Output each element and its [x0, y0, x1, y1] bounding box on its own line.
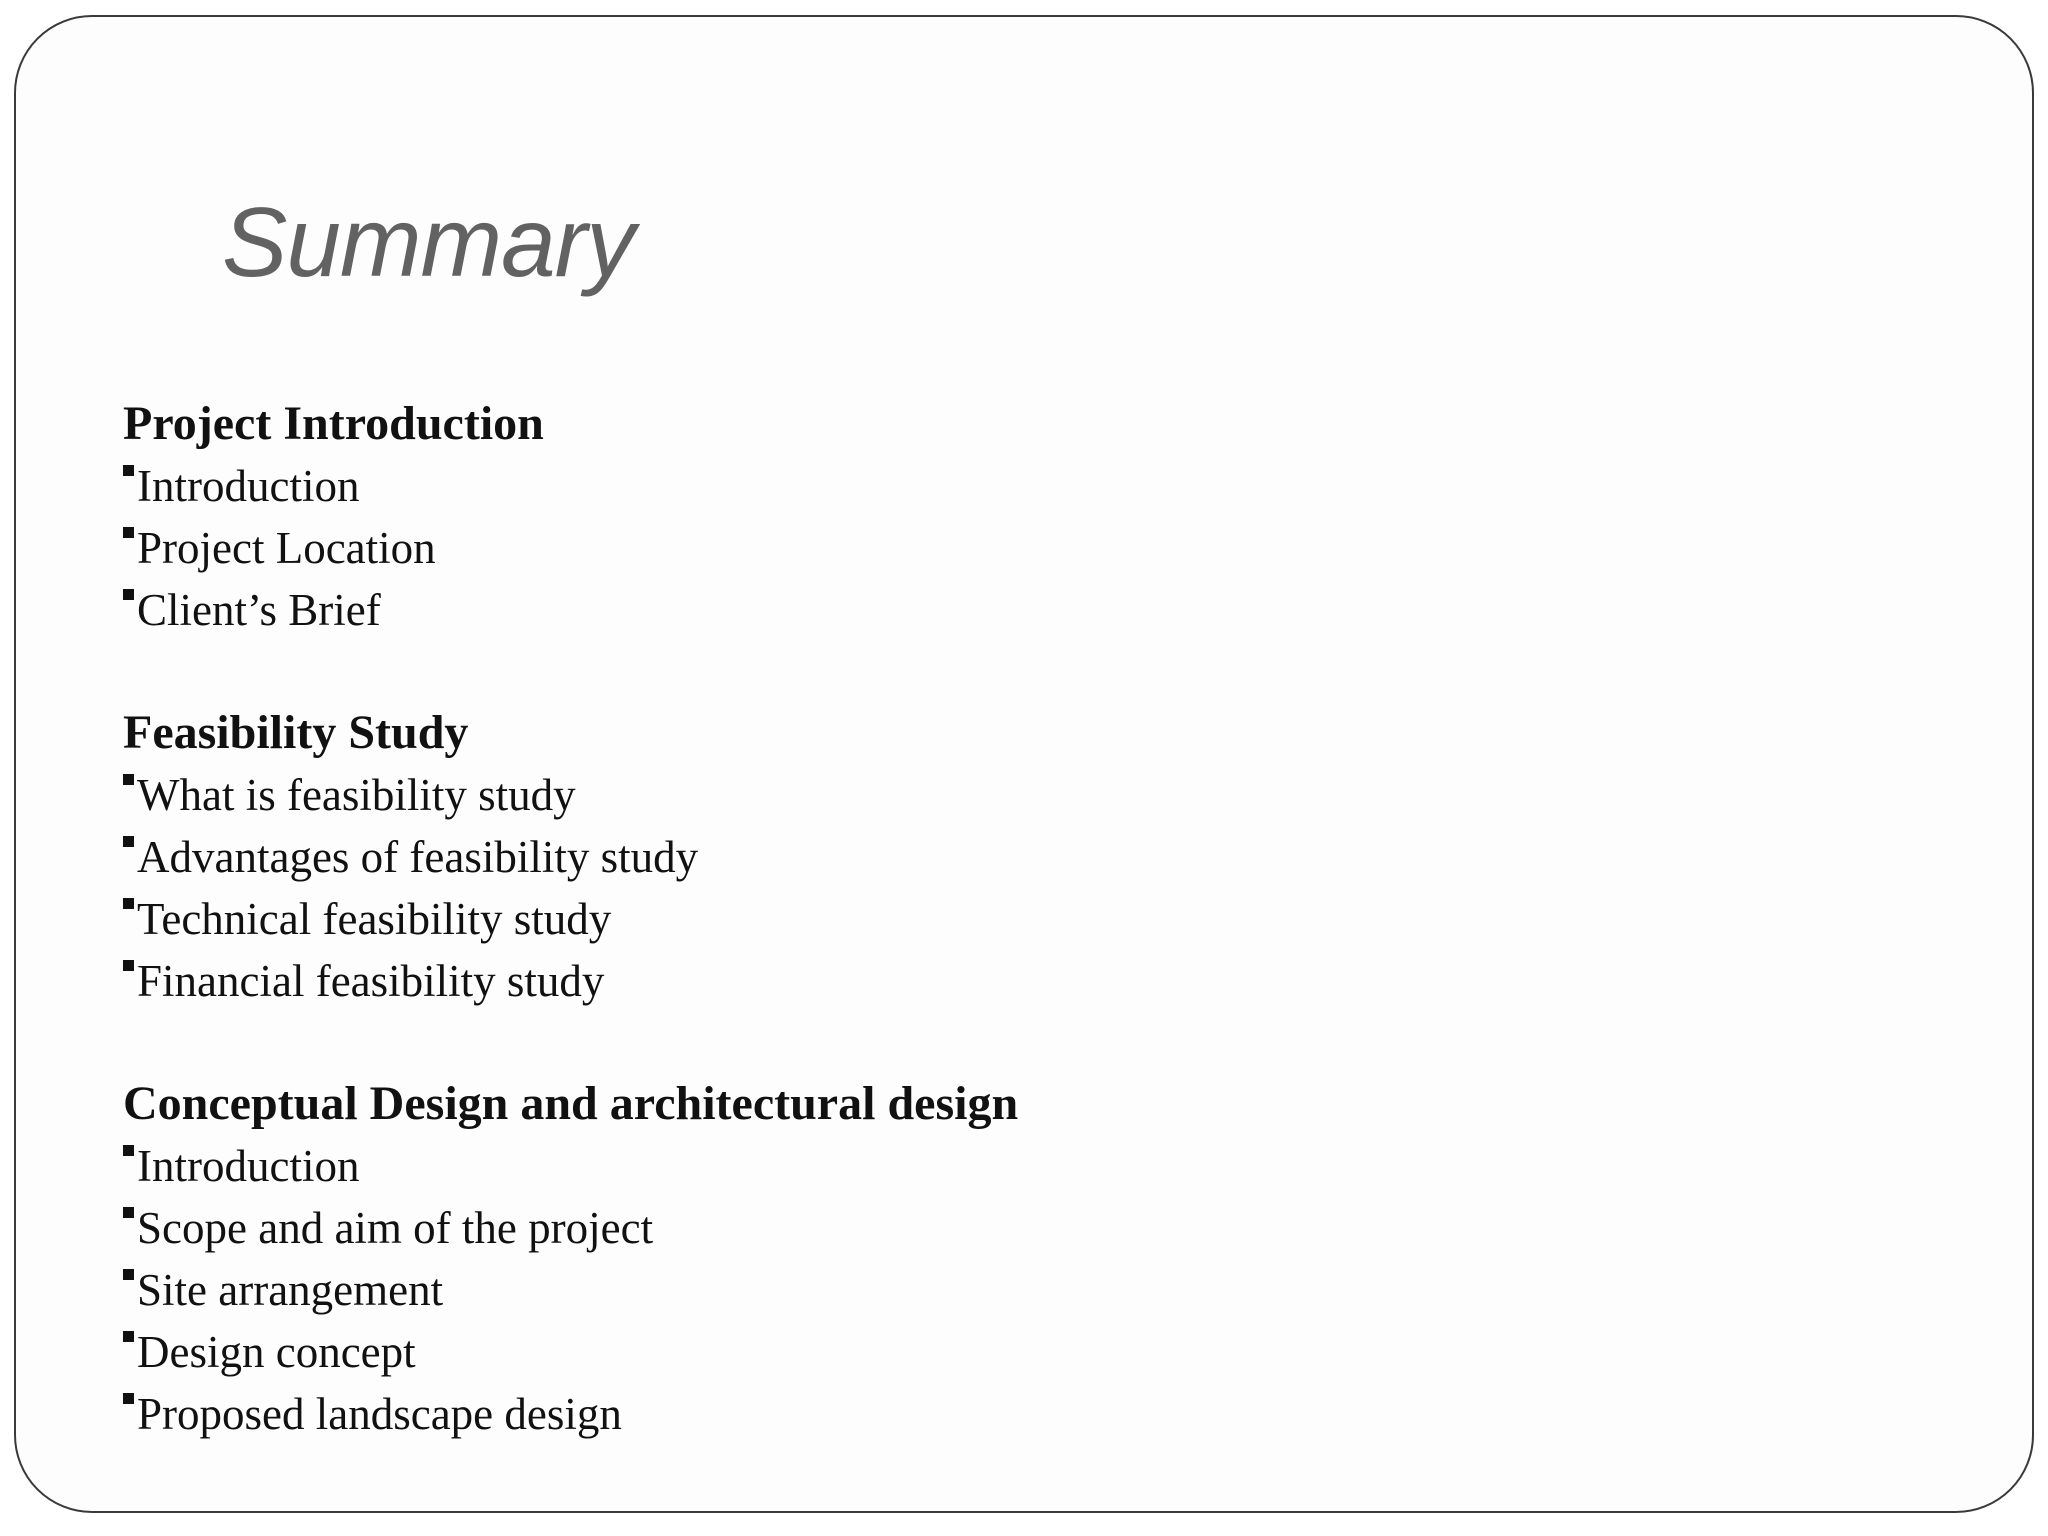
list-item-label: Introduction — [137, 461, 360, 511]
list-item — [123, 950, 1923, 1012]
square-bullet-icon — [123, 1331, 134, 1342]
list-item-label: Scope and aim of the project — [137, 1203, 654, 1253]
list-item-label: Design concept — [137, 1327, 416, 1377]
section-heading: Project Introduction — [123, 397, 544, 450]
list-item-label: Project Location — [137, 523, 436, 573]
section-heading: Conceptual Design and architectural design — [123, 1077, 1019, 1130]
list-item-label: Site arrangement — [137, 1265, 444, 1315]
list-item — [123, 1321, 1923, 1383]
square-bullet-icon — [123, 1145, 134, 1156]
list-item-label: Financial feasibility study — [137, 956, 605, 1006]
square-bullet-icon — [123, 1393, 134, 1404]
list-item — [123, 1135, 1923, 1197]
list-item-label: Technical feasibility study — [137, 894, 612, 944]
slide-title: Summary — [222, 187, 635, 297]
list-item — [123, 1383, 1923, 1445]
square-bullet-icon — [123, 589, 134, 600]
list-item — [123, 579, 1923, 641]
square-bullet-icon — [123, 774, 134, 785]
list-item — [123, 764, 1923, 826]
list-item — [123, 517, 1923, 579]
section-conceptual-design — [123, 1073, 1923, 1445]
list-item-label: Proposed landscape design — [137, 1389, 622, 1439]
section-project-introduction — [123, 393, 1923, 641]
list-item — [123, 455, 1923, 517]
square-bullet-icon — [123, 1269, 134, 1280]
section-heading: Feasibility Study — [123, 706, 469, 759]
square-bullet-icon — [123, 898, 134, 909]
list-item — [123, 1259, 1923, 1321]
list-item-label: Client’s Brief — [137, 585, 381, 635]
square-bullet-icon — [123, 960, 134, 971]
square-bullet-icon — [123, 465, 134, 476]
list-item-label: Advantages of feasibility study — [137, 832, 699, 882]
list-item — [123, 888, 1923, 950]
list-item — [123, 1197, 1923, 1259]
list-item-label: Introduction — [137, 1141, 360, 1191]
square-bullet-icon — [123, 527, 134, 538]
list-item-label: What is feasibility study — [137, 770, 576, 820]
list-item — [123, 826, 1923, 888]
summary-content — [123, 393, 1923, 1506]
square-bullet-icon — [123, 836, 134, 847]
section-feasibility-study — [123, 702, 1923, 1012]
square-bullet-icon — [123, 1207, 134, 1218]
